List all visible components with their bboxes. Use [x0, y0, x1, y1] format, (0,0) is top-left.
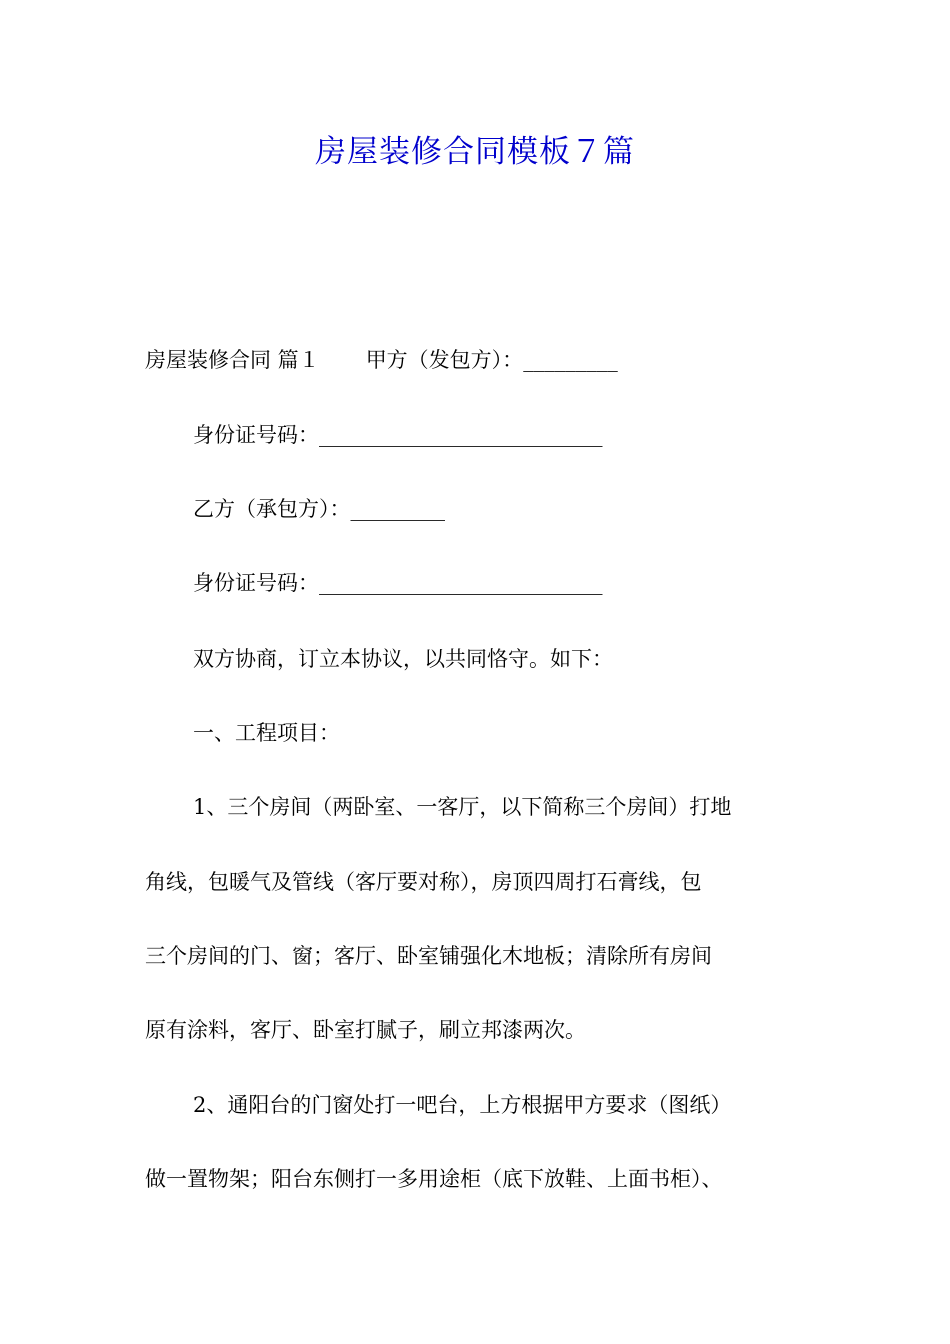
party-b-line [193, 491, 445, 527]
party-b-id-label: 身份证号码： [193, 571, 319, 595]
item2-line2: 做一置物架；阳台东侧打一多用途柜（底下放鞋、上面书柜）、 [145, 1167, 723, 1191]
party-a-id-blank: ___________________________ [319, 423, 603, 447]
party-a-blank: _________ [523, 348, 618, 372]
party-a-id-label: 身份证号码： [193, 423, 319, 447]
document-title: 房屋装修合同模板７篇 [315, 134, 635, 170]
item1-line3: 三个房间的门、窗；客厅、卧室铺强化木地板；清除所有房间 [145, 944, 712, 968]
party-b-blank: _________ [350, 497, 445, 521]
party-a-id-line [193, 417, 603, 453]
item1-line2: 角线，包暖气及管线（客厅要对称），房顶四周打石膏线，包 [145, 870, 702, 894]
section-label: 房屋装修合同 篇１ [145, 348, 320, 372]
item1-line4: 原有涂料，客厅、卧室打腻子，刷立邦漆两次。 [145, 1018, 586, 1042]
item1-line1: 1、三个房间（两卧室、一客厅，以下简称三个房间）打地 [193, 795, 732, 819]
party-a-label: 甲方（发包方）： [365, 348, 524, 372]
agreement-paragraph: 双方协商，订立本协议，以共同恪守。如下： [193, 647, 613, 671]
party-b-id-line [193, 565, 603, 601]
section-header-line [145, 342, 618, 378]
party-b-id-blank: ___________________________ [319, 571, 603, 595]
item2-line1: 2、通阳台的门窗处打一吧台，上方根据甲方要求（图纸） [193, 1093, 732, 1117]
heading-project: 一、工程项目： [193, 721, 340, 745]
party-b-label: 乙方（承包方）： [193, 497, 351, 521]
